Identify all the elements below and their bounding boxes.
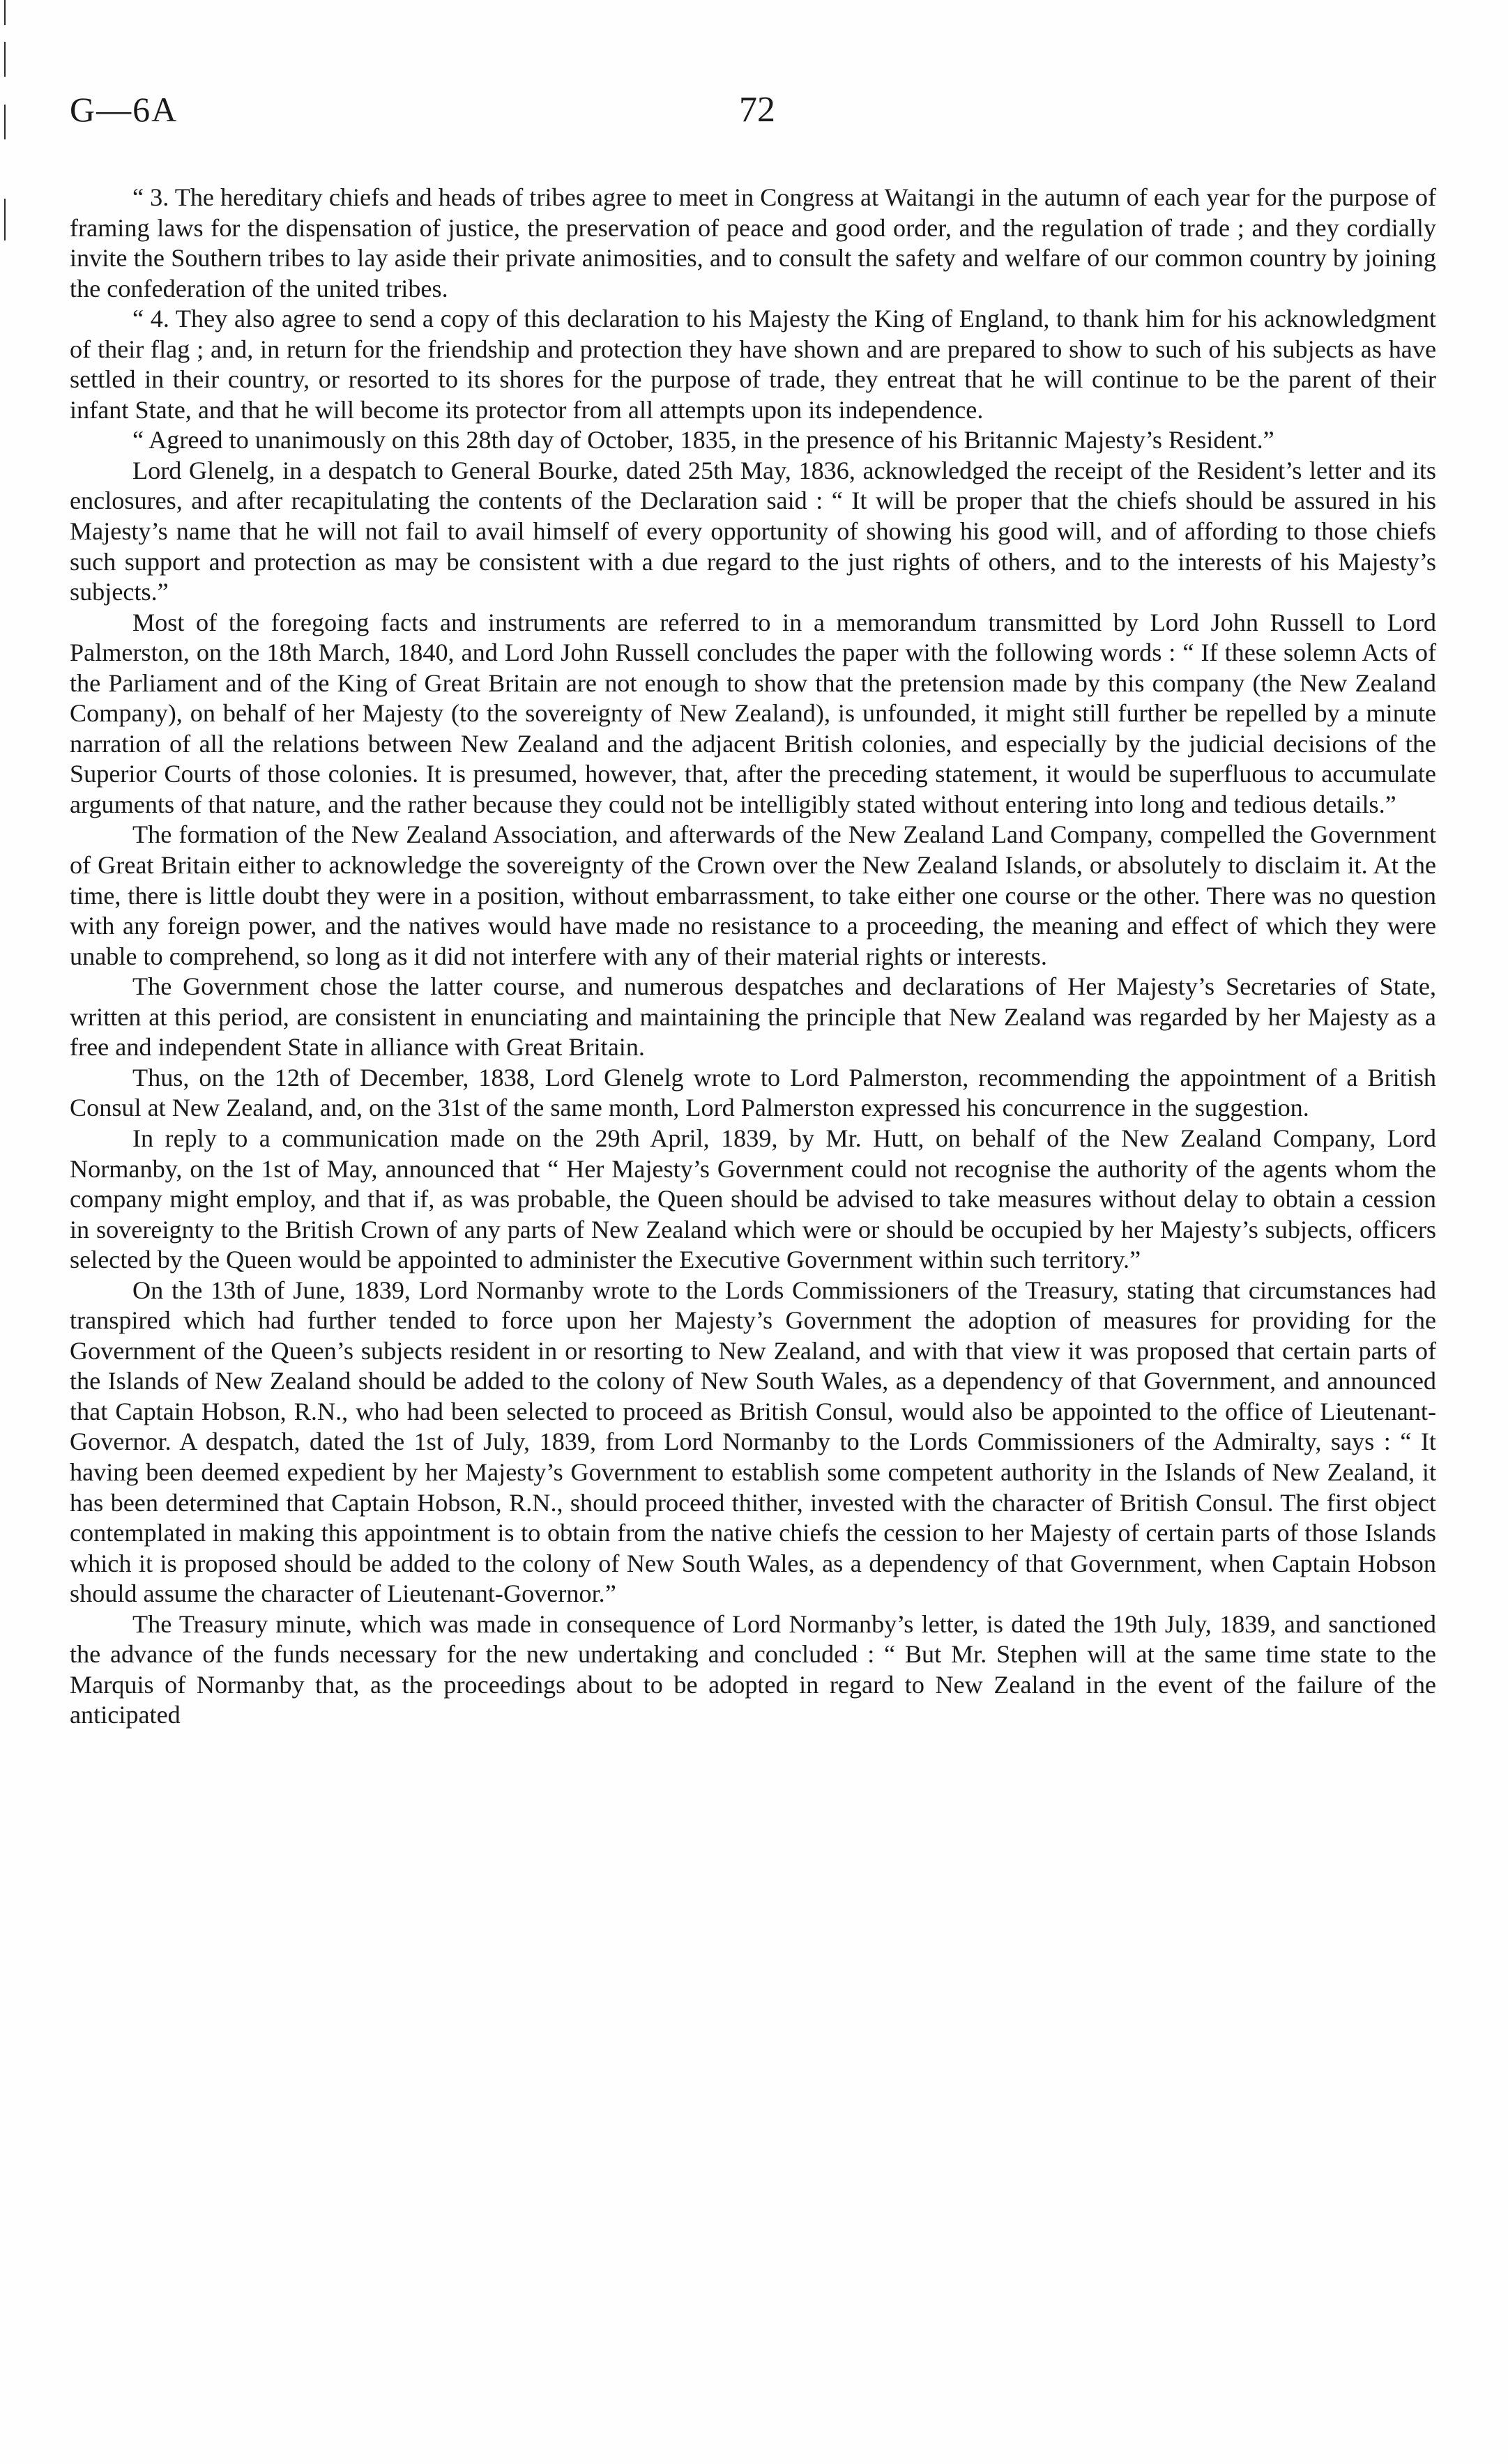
scan-edge-line	[4, 105, 6, 139]
page-number: 72	[739, 90, 775, 130]
page-header	[70, 89, 1436, 152]
paragraph: Most of the foregoing facts and instruments are referred to in a memorandum transmitted by Lord John Russell to Lord Palmerston, on the 18th March, 1840, and Lord John Russell concludes the paper with the following words : “ If these solemn Acts of the Parliament and of the King of Great Britain are not enough to show that the pretension made by this company (the New Zealand Company), on behalf of her Majesty (to the sovereignty of New Zealand), is unfounded, it might still further be repelled by a minute narration of all the relations between New Zealand and the adjacent British colonies, and especially by the judicial decisions of the Superior Courts of those colonies. It is presumed, however, that, after the preceding statement, it would be superfluous to accumulate arguments of that nature, and the rather because they could not be intelligibly stated without entering into long and tedious details.”	[70, 608, 1436, 818]
document-reference: G—6A	[70, 90, 178, 129]
paragraph: The formation of the New Zealand Association, and afterwards of the New Zealand Land Company, compelled the Government of Great Britain either to acknowledge the sovereignty of the Crown over the New Zealand Islands, or absolutely to disclaim it. At the time, there is little doubt they were in a position, without embarrassment, to take either one course or the other. There was no question with any foreign power, and the natives would have made no resistance to a proceeding, the meaning and effect of which they were unable to comprehend, so long as it did not interfere with any of their material rights or interests.	[70, 820, 1436, 970]
scan-edge-line	[4, 199, 6, 240]
paragraph: Thus, on the 12th of December, 1838, Lord Glenelg wrote to Lord Palmerston, recommending the appointment of a British Consul at New Zealand, and, on the 31st of the same month, Lord Palmerston expressed his concurrence in the suggestion.	[70, 1063, 1436, 1122]
scan-edge-line	[4, 0, 6, 25]
paragraph: “ Agreed to unanimously on this 28th day of October, 1835, in the presence of his Britannic Majesty’s Resident.”	[132, 426, 1274, 454]
paragraph: On the 13th of June, 1839, Lord Normanby wrote to the Lords Commissioners of the Treasury, stating that circumstances had transpired which had further tended to force upon her Majesty’s Government the adoption of measures for providing for the Government of the Queen’s subjects resident in or resorting to New Zealand, and with that view it was proposed that certain parts of the Islands of New Zealand should be added to the colony of New South Wales, as a dependency of that Government, and announced that Captain Hobson, R.N., who had been selected to proceed as British Consul, would also be appointed to the office of Lieutenant-Governor. A despatch, dated the 1st of July, 1839, from Lord Normanby to the Lords Commissioners of the Admiralty, says : “ It having been deemed expedient by her Majesty’s Government to establish some competent authority in the Islands of New Zealand, it has been determined that Captain Hobson, R.N., should proceed thither, invested with the character of British Consul. The first object contemplated in making this appointment is to obtain from the native chiefs the cession to her Majesty of certain parts of those Islands which it is proposed should be added to the colony of New South Wales, as a dependency of that Government, when Captain Hobson should assume the character of Lieutenant-Governor.”	[70, 1276, 1436, 1608]
body-text	[70, 183, 1436, 1731]
paragraph: “ 4. They also agree to send a copy of this declaration to his Majesty the King of England, to thank him for his acknowledgment of their flag ; and, in return for the friendship and protection they have shown and are prepared to show to such of his subjects as have settled in their country, or resorted to its shores for the purpose of trade, they entreat that he will continue to be the parent of their infant State, and that he will become its protector from all attempts upon its independence.	[70, 305, 1436, 424]
scan-edge-line	[4, 42, 6, 77]
paragraph: The Government chose the latter course, and numerous despatches and declarations of Her Majesty’s Secretaries of State, written at this period, are consistent in enunciating and maintaining the principle that New Zealand was regarded by her Majesty as a free and independent State in alliance with Great Britain.	[70, 972, 1436, 1062]
paragraph: The Treasury minute, which was made in consequence of Lord Normanby’s letter, is dated the 19th July, 1839, and sanctioned the advance of the funds necessary for the new undertaking and concluded : “ But Mr. Stephen will at the same time state to the Marquis of Normanby that, as the proceedings about to be adopted in regard to New Zealand in the event of the failure of the anticipated	[70, 1609, 1436, 1729]
paragraph: “ 3. The hereditary chiefs and heads of tribes agree to meet in Congress at Waitangi in the autumn of each year for the purpose of framing laws for the dispensation of justice, the preservation of peace and good order, and the regulation of trade ; and they cordially invite the Southern tribes to lay aside their private animosities, and to consult the safety and welfare of our common country by joining the confederation of the united tribes.	[70, 183, 1436, 303]
paragraph: Lord Glenelg, in a despatch to General Bourke, dated 25th May, 1836, acknowledged the receipt of the Resident’s letter and its enclosures, and after recapitulating the contents of the Declaration said : “ It will be proper that the chiefs should be assured in his Majesty’s name that he will not fail to avail himself of every opportunity of showing his good will, and of affording to those chiefs such support and protection as may be consistent with a due regard to the just rights of others, and to the interests of his Majesty’s subjects.”	[70, 456, 1436, 606]
paragraph: In reply to a communication made on the 29th April, 1839, by Mr. Hutt, on behalf of the New Zealand Company, Lord Normanby, on the 1st of May, announced that “ Her Majesty’s Government could not recognise the authority of the agents whom the company might employ, and that if, as was probable, the Queen should be advised to take measures without delay to obtain a cession in sovereignty to the British Crown of any parts of New Zealand which were or should be occupied by her Majesty’s subjects, officers selected by the Queen would be appointed to administer the Executive Government within such territory.”	[70, 1124, 1436, 1274]
